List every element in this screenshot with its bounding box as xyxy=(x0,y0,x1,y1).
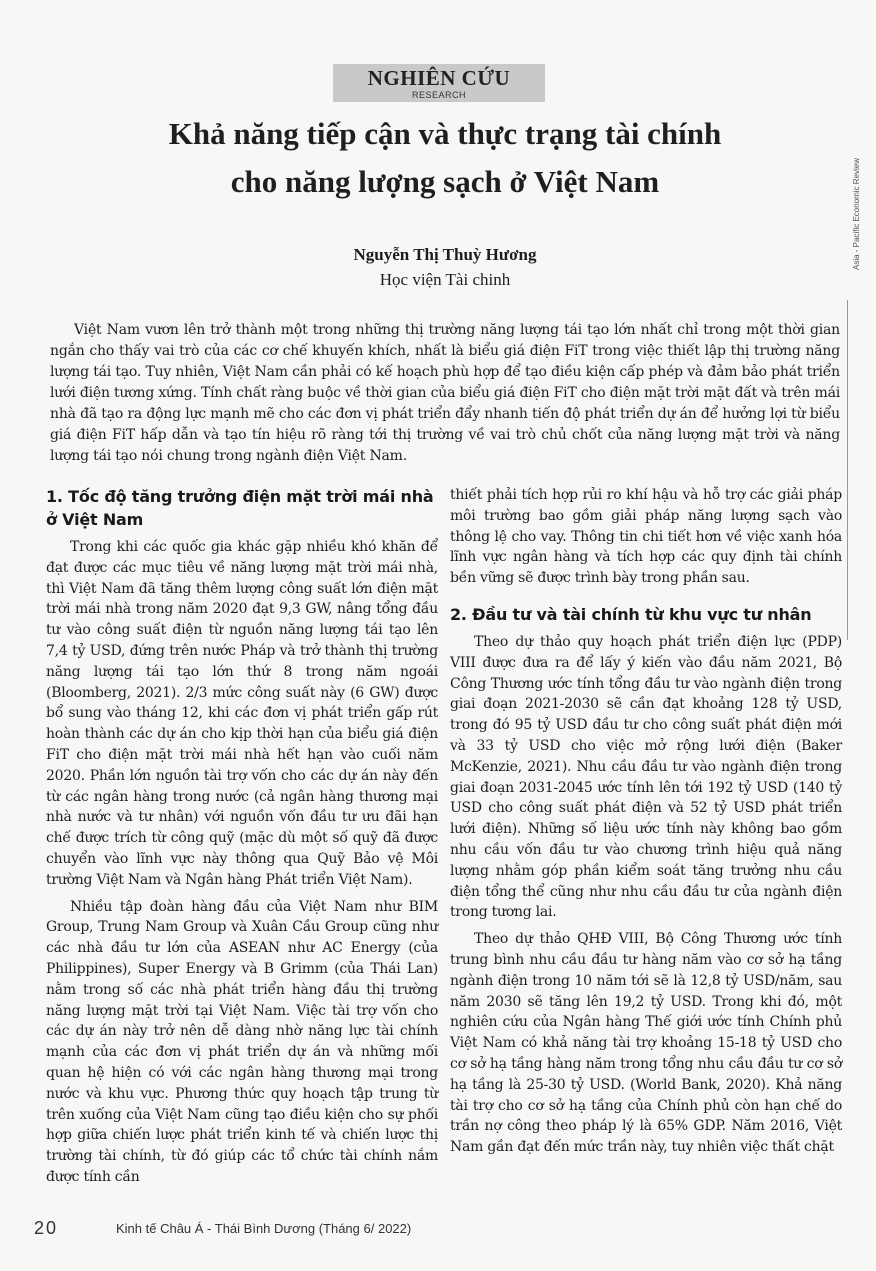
section-title: NGHIÊN CỨU xyxy=(367,66,511,90)
article-title xyxy=(60,110,830,206)
section-subtitle: RESEARCH xyxy=(411,90,466,100)
section-heading-1: 1. Tốc độ tăng trưởng điện mặt trời mái nhà ở Việt Nam xyxy=(46,487,434,529)
author-name: Nguyễn Thị Thuỳ Hương xyxy=(353,245,537,264)
abstract: Việt Nam vươn lên trở thành một trong những thị trường năng lượng tái tạo lớn nhất chỉ trong một thời gian ngắn cho thấy vai trò của các cơ chế khuyến khích, nhất là biểu giá điện FiT trong việc thiết lập thị trường năng lượng tái tạo. Tuy nhiên, Việt Nam cần phải có kế hoạch phù hợp để tạo điều kiện cấp phép và đảm bảo phát triển lưới điện tương xứng. Tính chất ràng buộc về thời gian của biểu giá điện FiT cho điện mặt trời mặt đất và trên mái nhà đã tạo ra động lực mạnh mẽ cho các đơn vị phát triển đẩy nhanh tiến độ phát triển dự án để hưởng lợi từ biểu giá điện FiT hấp dẫn và tạo tín hiệu rõ ràng tới thị trường về vai trò chủ chốt của năng lượng mặt trời và năng lượng tái tạo nói chung trong ngành điện Việt Nam. xyxy=(50,322,840,464)
page-footer xyxy=(34,1218,734,1242)
paragraph: Theo dự thảo QHĐ VIII, Bộ Công Thương ước tính trung bình nhu cầu đầu tư hàng năm vào cơ sở hạ tầng ngành điện trong 10 năm tới sẽ là 12,8 tỷ USD/năm, sau năm 2030 sẽ tăng lên 19,2 tỷ USD. Trong khi đó, một nghiên cứu của Ngân hàng Thế giới ước tính Chính phủ Việt Nam có khả năng tài trợ khoảng 15-18 tỷ USD cho cơ sở hạ tầng hàng năm trong tổng nhu cầu đầu tư cơ sở hạ tầng là 25-30 tỷ USD. (World Bank, 2020). Khả năng tài trợ cho cơ sở hạ tầng của Chính phủ còn hạn chế do trần nợ công theo pháp lý là 65% GDP. Năm 2016, Việt Nam gần đạt đến mức trần này, tuy nhiên việc thất chặt xyxy=(450,931,842,1156)
paragraph: Theo dự thảo quy hoạch phát triển điện lực (PDP) VIII được đưa ra để lấy ý kiến vào đầu năm 2021, Bộ Công Thương ước tính tổng đầu tư vào ngành điện trong giai đoạn 2021-2030 sẽ cần đạt khoảng 128 tỷ USD, trong đó 95 tỷ USD đầu tư cho công suất phát điện mới và 33 tỷ USD cho việc mở rộng lưới điện (Baker McKenzie, 2021). Nhu cầu đầu tư vào ngành điện trong giai đoạn 2031-2045 ước tính lên tới 192 tỷ USD (140 tỷ USD cho công suất phát điện và 52 tỷ USD phát triển lưới điện). Những số liệu ước tính này không bao gồm nhu cầu vốn đầu tư vào chương trình hiệu quả năng lượng nhằm góp phần kiểm soát tăng trưởng nhu cầu điện tổng thể cũng như nhu cầu đầu tư của ngành điện trong tương lai. xyxy=(450,633,842,921)
title-line-1: Khả năng tiếp cận và thực trạng tài chính xyxy=(168,116,722,151)
right-column xyxy=(450,485,842,1158)
page-number: 20 xyxy=(34,1218,59,1238)
journal-name: Kinh tế Châu Á - Thái Bình Dương (Tháng 6/ 2022) xyxy=(116,1221,412,1236)
journal-side-label: Asia - Pacific Economic Review xyxy=(852,157,861,270)
paragraph: Nhiều tập đoàn hàng đầu của Việt Nam như BIM Group, Trung Nam Group và Xuân Cầu Group cũng như các nhà đầu tư lớn của ASEAN như AC Energy (của Philippines), Super Energy và B Grimm (của Thái Lan) nằm trong số các nhà phát triển hàng đầu thị trường năng lượng mặt trời tại Việt Nam. Việc tài trợ vốn cho các dự án này trở nên dễ dàng nhờ năng lực tài chính mạnh của các đơn vị phát triển dự án và những mối quan hệ hiện có với các ngân hàng thương mại trong nước và khu vực. Phương thức quy hoạch tập trung từ trên xuống của Việt Nam cũng tạo điều kiện cho sự phối hợp giữa chiến lược phát triển kinh tế và chiến lược thị trường tài chính, từ đó giúp các tổ chức tài chính nắm được tính cần xyxy=(46,898,438,1185)
author-affiliation: Học viện Tài chinh xyxy=(379,270,511,289)
paragraph: thiết phải tích hợp rủi ro khí hậu và hỗ trợ các giải pháp môi trường bao gồm giải pháp năng lượng sạch vào thông lệ cho vay. Thông tin chi tiết hơn về việc xanh hóa lĩnh vực ngân hàng và tích hợp các quy định tài chính bền vững sẽ được trình bày trong phần sau. xyxy=(450,487,842,587)
side-rule xyxy=(847,300,848,640)
section-tag xyxy=(333,64,545,102)
title-line-2: cho năng lượng sạch ở Việt Nam xyxy=(230,164,660,199)
left-column xyxy=(46,485,438,1188)
section-heading-2: 2. Đầu tư và tài chính từ khu vực tư nhân xyxy=(450,604,812,624)
paragraph: Trong khi các quốc gia khác gặp nhiều khó khăn để đạt được các mục tiêu về năng lượng mặt trời mái nhà, thì Việt Nam đã tăng thêm lượng công suất lớn điện mặt trời mái nhà trong năm 2020 đạt 9,3 GW, nâng tổng đầu tư vào công suất điện từ nguồn năng lượng tái tạo lên 7,4 tỷ USD, đứng trên nước Pháp và trở thành thị trường năng lượng tái tạo lớn thứ 8 trong năm ngoái (Bloomberg, 2021). 2/3 mức công suất này (6 GW) được bổ sung vào tháng 12, khi các đơn vị phát triển gấp rút hoàn thành các dự án cho kịp thời hạn của biểu giá điện FiT cho điện mặt trời mái nhà hết hạn vào cuối năm 2020. Phần lớn nguồn tài trợ vốn cho các dự án này đến từ các ngân hàng trong nước (cả ngân hàng thương mại nhà nước và tư nhân) với nguồn vốn đầu tư ưu đãi hạn chế được trích từ công quỹ (mặc dù một số quỹ đã được chuyển vào lĩnh vực này thông qua Quỹ Bảo vệ Môi trường Việt Nam và Ngân hàng Phát triển Việt Nam). xyxy=(46,539,438,888)
